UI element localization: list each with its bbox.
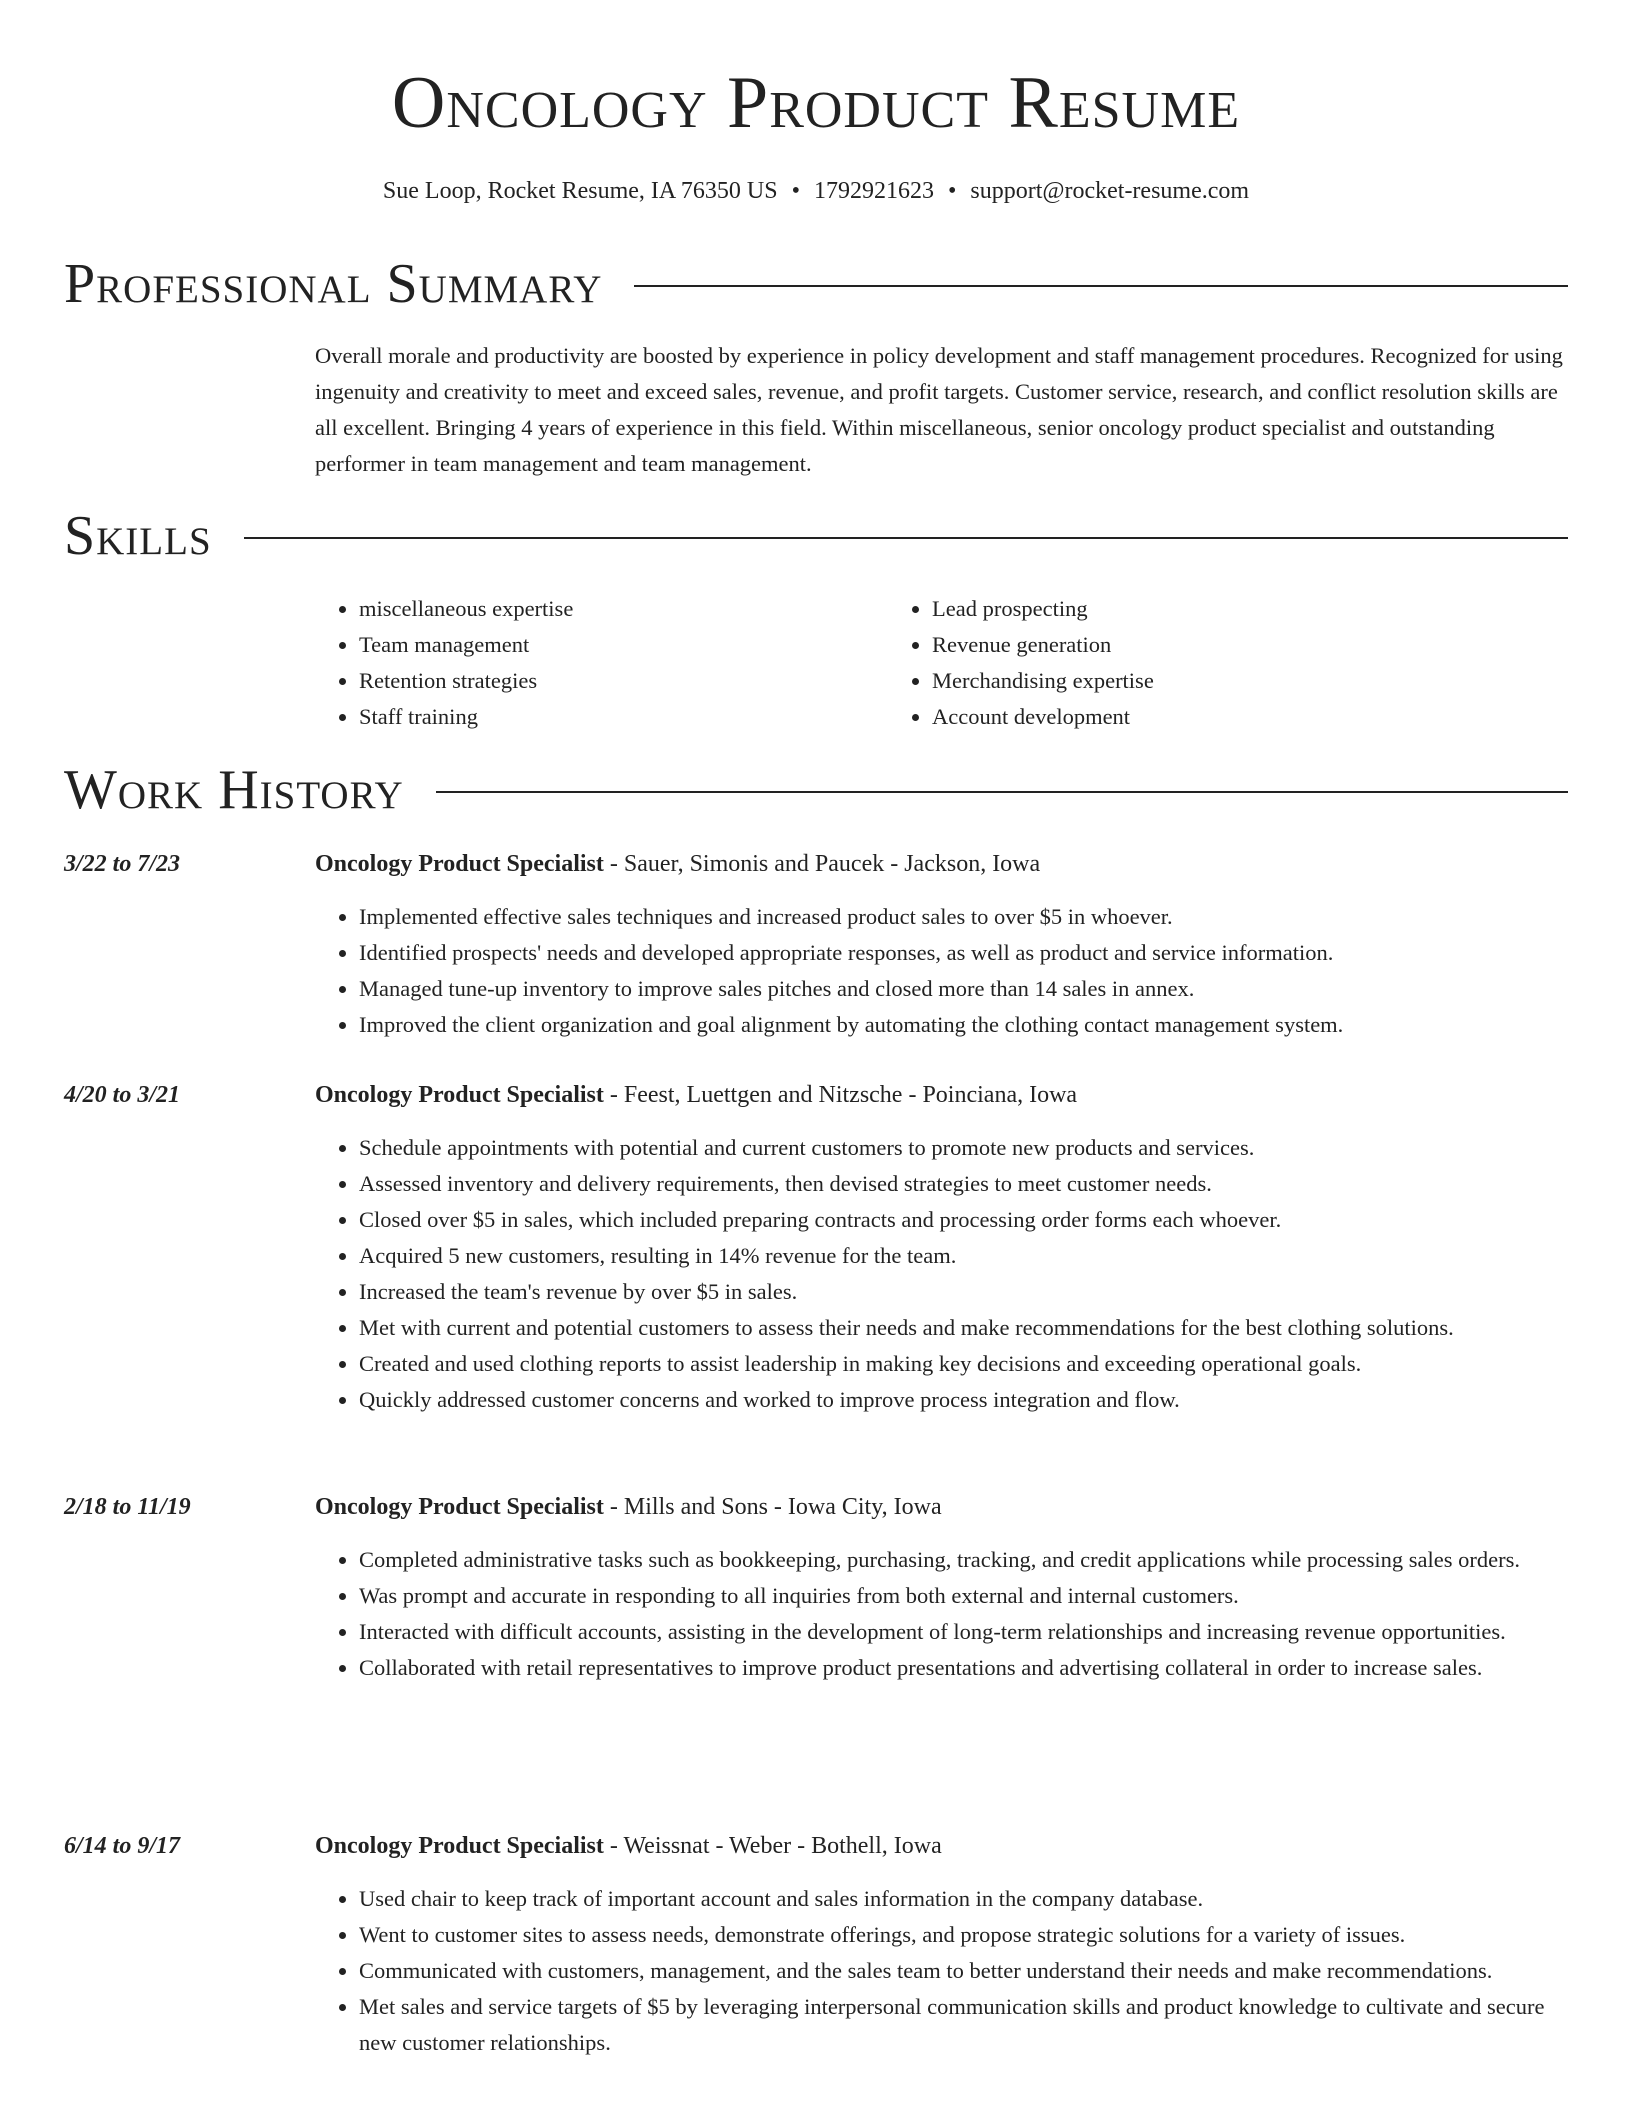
contact-email: support@rocket-resume.com xyxy=(970,178,1250,204)
section-title-skills: Skills xyxy=(64,505,212,567)
section-header-summary xyxy=(64,252,1568,316)
job-company: - Weissnat - Weber - Bothell, Iowa xyxy=(603,1833,942,1859)
job-bullet: • Created and used clothing reports to assist leadership in making key decisions and exceeding operational goals. xyxy=(359,1346,1568,1382)
job-company: - Feest, Luettgen and Nitzsche - Poinciana, Iowa xyxy=(603,1082,1078,1108)
section-divider xyxy=(244,537,1568,539)
job-bullet: • Closed over $5 in sales, which included preparing contracts and processing order forms each whoever. xyxy=(359,1202,1568,1238)
contact-address: Sue Loop, Rocket Resume, IA 76350 US xyxy=(382,178,778,204)
job-title: Oncology Product Specialist xyxy=(315,851,604,877)
section-title-work-history: Work History xyxy=(64,759,404,821)
job-bullet: • Managed tune-up inventory to improve sales pitches and closed more than 14 sales in annex. xyxy=(359,971,1568,1007)
job-dates: 4/20 to 3/21 xyxy=(64,1082,181,1108)
job-company: - Mills and Sons - Iowa City, Iowa xyxy=(603,1494,942,1520)
job-bullet: • Went to customer sites to assess needs, demonstrate offerings, and propose strategic solutions for a variety of issues. xyxy=(359,1917,1568,1953)
job-bullet: • Identified prospects' needs and developed appropriate responses, as well as product and service information. xyxy=(359,935,1568,971)
skill-item: • Revenue generation xyxy=(932,627,1154,663)
job-bullets xyxy=(315,1881,1568,2061)
job-bullet: • Met with current and potential customers to assess their needs and make recommendations for the best clothing solutions. xyxy=(359,1310,1568,1346)
resume-title: Oncology Product Resume xyxy=(391,62,1241,144)
job-bullet: • Increased the team's revenue by over $5 in sales. xyxy=(359,1274,1568,1310)
job-title: Oncology Product Specialist xyxy=(315,1082,604,1108)
skills-column-left xyxy=(315,591,888,735)
job-bullets xyxy=(315,1542,1568,1686)
section-title-summary: Professional Summary xyxy=(64,253,603,315)
job-bullet: • Assessed inventory and delivery requirements, then devised strategies to meet customer needs. xyxy=(359,1166,1568,1202)
job-heading xyxy=(315,847,1568,881)
skill-item: • Merchandising expertise xyxy=(932,663,1154,699)
job-company: - Sauer, Simonis and Paucek - Jackson, Iowa xyxy=(603,851,1041,877)
job-bullet: • Acquired 5 new customers, resulting in 14% revenue for the team. xyxy=(359,1238,1568,1274)
job-heading xyxy=(315,1829,1568,1863)
job-dates: 6/14 to 9/17 xyxy=(64,1833,181,1859)
skills-column-right xyxy=(888,591,1154,735)
skill-item: • Lead prospecting xyxy=(932,591,1154,627)
job-bullet: • Implemented effective sales techniques and increased product sales to over $5 in whoever. xyxy=(359,899,1568,935)
job-dates: 2/18 to 11/19 xyxy=(64,1494,191,1520)
skill-item: • Account development xyxy=(932,699,1154,735)
job-bullet: • Quickly addressed customer concerns and worked to improve process integration and flow. xyxy=(359,1382,1568,1418)
skills-list xyxy=(315,591,1568,735)
skill-item: • miscellaneous expertise xyxy=(359,591,888,627)
job-heading xyxy=(315,1078,1568,1112)
job-bullet: • Used chair to keep track of important account and sales information in the company database. xyxy=(359,1881,1568,1917)
job-title: Oncology Product Specialist xyxy=(315,1833,604,1859)
job-bullet: • Was prompt and accurate in responding to all inquiries from both external and internal customers. xyxy=(359,1578,1568,1614)
contact-separator: • xyxy=(791,178,800,204)
section-divider xyxy=(634,285,1568,287)
skill-item: • Staff training xyxy=(359,699,888,735)
job-heading xyxy=(315,1490,1568,1524)
job-bullet: • Interacted with difficult accounts, assisting in the development of long-term relationships and increasing revenue opportunities. xyxy=(359,1614,1568,1650)
job-bullet: • Communicated with customers, management, and the sales team to better understand their needs and make recommendations. xyxy=(359,1953,1568,1989)
skill-item: • Team management xyxy=(359,627,888,663)
section-divider xyxy=(436,791,1568,793)
job-bullets xyxy=(315,899,1568,1043)
section-header-work-history xyxy=(64,758,1568,822)
contact-phone: 1792921623 xyxy=(813,178,934,204)
contact-separator: • xyxy=(947,178,957,204)
section-header-skills xyxy=(64,504,1568,568)
skill-item: • Retention strategies xyxy=(359,663,888,699)
summary-text: Overall morale and productivity are boosted by experience in policy development and staff management procedures. Recognized for using ingenuity and creativity to meet and exceed sales, revenue, and profit targets. Customer service, research, and conflict resolution skills are all excellent. Bringing 4 years of experience in this field. Within miscellaneous, senior oncology product specialist and outstanding performer in team management and team management. xyxy=(315,343,1563,476)
job-bullets xyxy=(315,1130,1568,1418)
job-bullet: • Collaborated with retail representatives to improve product presentations and advertising collateral in order to increase sales. xyxy=(359,1650,1568,1686)
job-bullet: • Completed administrative tasks such as bookkeeping, purchasing, tracking, and credit applications while processing sales orders. xyxy=(359,1542,1568,1578)
job-bullet: • Met sales and service targets of $5 by leveraging interpersonal communication skills and product knowledge to cultivate and secure new customer relationships. xyxy=(359,1989,1568,2061)
job-title: Oncology Product Specialist xyxy=(315,1494,604,1520)
job-dates: 3/22 to 7/23 xyxy=(64,851,181,877)
job-bullet: • Schedule appointments with potential and current customers to promote new products and services. xyxy=(359,1130,1568,1166)
job-bullet: • Improved the client organization and goal alignment by automating the clothing contact management system. xyxy=(359,1007,1568,1043)
contact-line xyxy=(0,174,1632,208)
